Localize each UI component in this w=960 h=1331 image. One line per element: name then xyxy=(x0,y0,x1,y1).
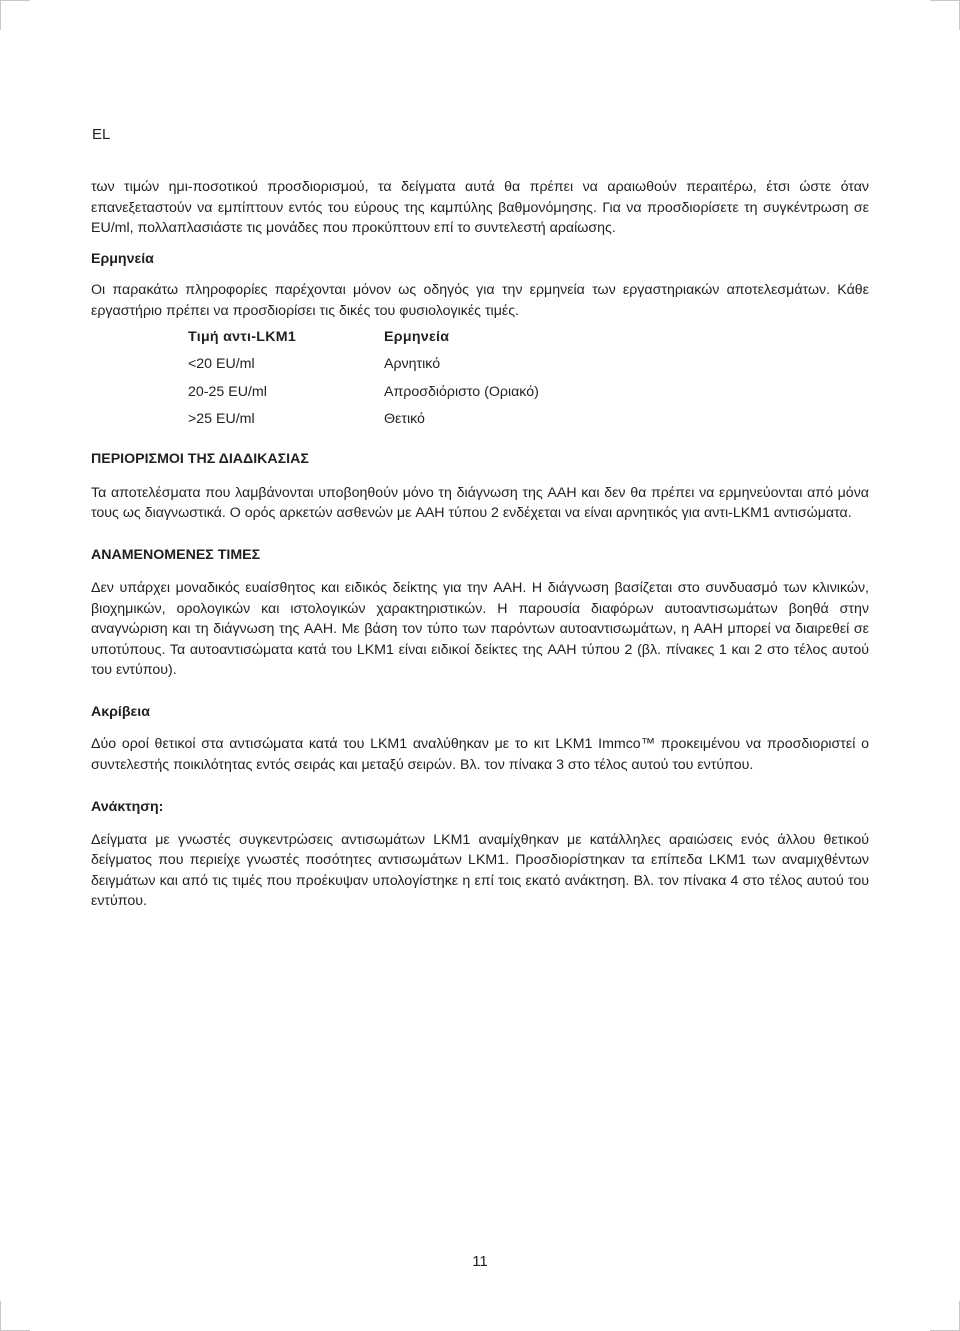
table-cell-value: 20-25 EU/ml xyxy=(188,383,267,400)
crop-mark-top-right-h xyxy=(930,0,960,2)
document-body xyxy=(91,177,869,912)
table-row xyxy=(188,354,688,381)
table-cell-value: >25 EU/ml xyxy=(188,410,255,427)
table-row xyxy=(188,409,688,436)
limitations-heading: ΠΕΡΙΟΡΙΣΜΟΙ ΤΗΣ ΔΙΑΔΙΚΑΣΙΑΣ xyxy=(91,451,309,468)
interpretation-table xyxy=(188,327,688,436)
table-cell-result: Αρνητικό xyxy=(384,356,441,373)
table-cell-value: <20 EU/ml xyxy=(188,356,255,373)
table-cell-result: Θετικό xyxy=(384,410,425,427)
crop-mark-top-left xyxy=(0,0,2,30)
interpretation-heading: Ερμηνεία xyxy=(91,250,154,267)
intro-paragraph: των τιμών ημι-ποσοτικού προσδιορισμού, τα δείγματα αυτά θα πρέπει να αραιωθούν περαιτέρω, έτσι ώστε όταν επανεξεταστούν να εμπίπτουν εντός του εύρους της καμπύλης βαθμονόμησης. Για να προσδιορίσετε τη συγκέντρωση σε EU/ml, πολλαπλασιάστε τις μονάδες που προκύπτουν επί το συντελεστή αραίωσης. xyxy=(91,179,869,236)
precision-paragraph: Δύο οροί θετικοί στα αντισώματα κατά του LKM1 αναλύθηκαν με το κιτ LKM1 Immco™ προκειμένου να προσδιοριστεί ο συντελεστής ποικιλότητας εντός σειράς και μεταξύ σειρών. Βλ. τον πίνακα 3 στο τέλος αυτού του εντύπου. xyxy=(91,736,869,773)
expected-values-paragraph: Δεν υπάρχει μοναδικός ευαίσθητος και ειδικός δείκτης για την AAH. Η διάγνωση βασίζεται στο συνδυασμό των κλινικών, βιοχημικών, ορολογικών και ιστολογικών χαρακτηριστικών. Η παρουσία διαφόρων αυτοαντισωμάτων βοηθά στην αναγνώριση και τη διάγνωση της AAH. Με βάση τον τύπο των παρόντων αυτοαντισωμάτων, η AAH μπορεί να διαιρεθεί σε υποτύπους. Τα αυτοαντισώματα κατά του LKM1 είναι ειδικοί δείκτες της AAH τύπου 2 (βλ. πίνακες 1 και 2 στο τέλος αυτού του εντύπου). xyxy=(91,580,869,679)
expected-values-heading: ΑΝΑΜΕΝΟΜΕΝΕΣ ΤΙΜΕΣ xyxy=(91,546,261,563)
table-header-value: Τιμή αντι-LKM1 xyxy=(188,329,297,345)
table-header-row xyxy=(188,327,688,354)
table-row xyxy=(188,382,688,409)
recovery-paragraph: Δείγματα με γνωστές συγκεντρώσεις αντισωμάτων LKM1 αναμίχθηκαν με κατάλληλες αραιώσεις ενός άλλου θετικού δείγματος που περιείχε γνωστές ποσότητες αντισωμάτων LKM1. Προσδιορίστηκαν τα επίπεδα LKM1 των αναμιχθέντων δειγμάτων και από τις τιμές που προέκυψαν υπολογίστηκε η επί τοις εκατό ανάκτηση. Βλ. τον πίνακα 4 στο τέλος αυτού του εντύπου. xyxy=(91,831,869,910)
table-cell-result: Απροσδιόριστο (Οριακό) xyxy=(384,383,539,400)
recovery-heading: Ανάκτηση: xyxy=(91,799,164,816)
crop-mark-bottom-left xyxy=(0,1301,2,1331)
precision-heading: Ακρίβεια xyxy=(91,703,150,720)
crop-mark-top-left-h xyxy=(0,0,30,2)
table-header-interpretation: Ερμηνεία xyxy=(384,329,450,345)
page-number: 11 xyxy=(472,1253,488,1270)
language-code: EL xyxy=(92,126,111,143)
interpretation-paragraph: Οι παρακάτω πληροφορίες παρέχονται μόνον ως οδηγός για την ερμηνεία των εργαστηριακών αποτελεσμάτων. Κάθε εργαστήριο πρέπει να προσδιορίσει τις δικές του φυσιολογικές τιμές. xyxy=(91,282,869,319)
limitations-paragraph: Τα αποτελέσματα που λαμβάνονται υποβοηθούν μόνο τη διάγνωση της AAH και δεν θα πρέπει να ερμηνεύονται από μόνα τους ως διαγνωστικά. Ο ορός αρκετών ασθενών με AAH τύπου 2 ενδέχεται να είναι αρνητικός για αντι-LKM1 αντισώματα. xyxy=(91,484,869,522)
